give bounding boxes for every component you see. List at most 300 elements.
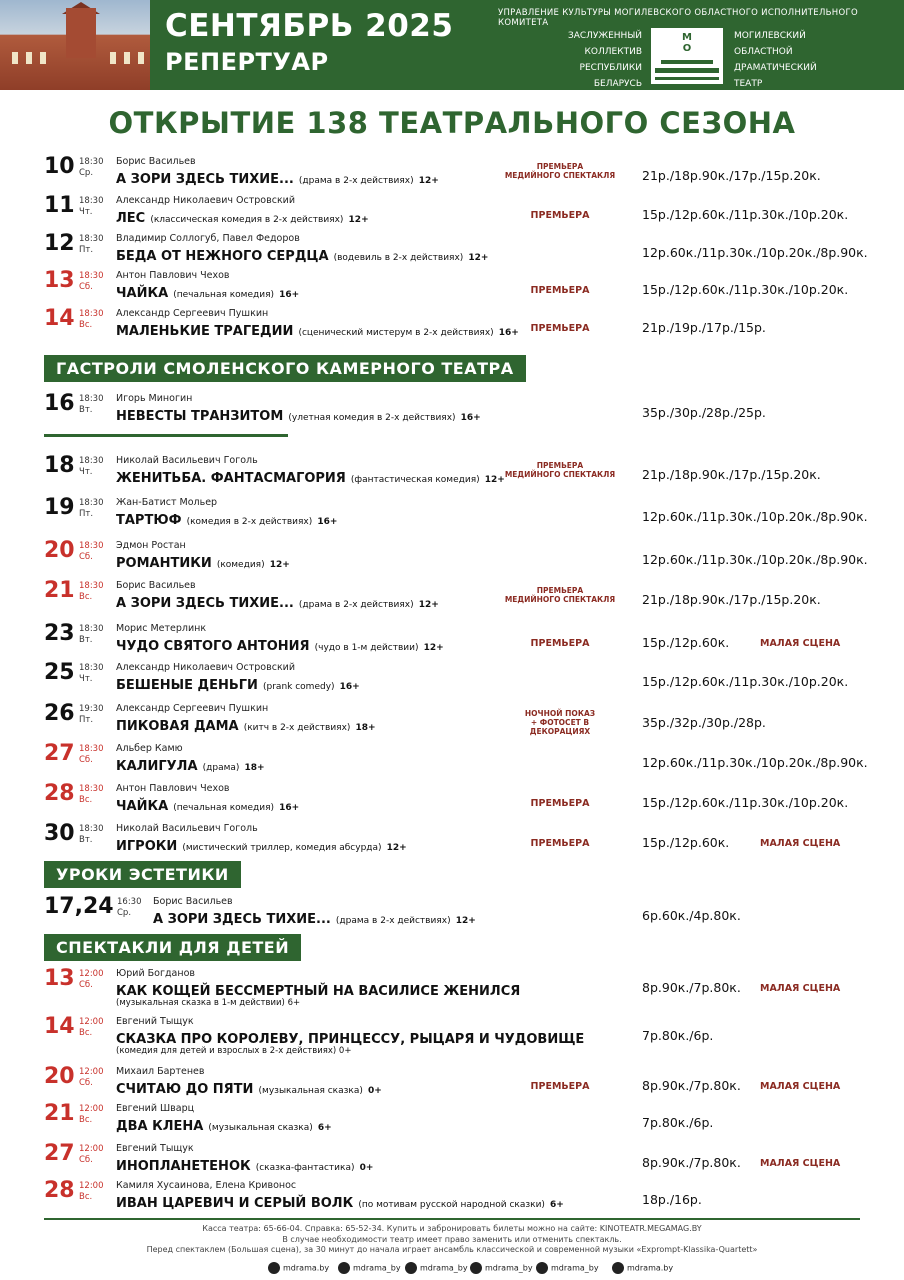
event-row — [0, 1014, 904, 1056]
stage-label: МАЛАЯ СЦЕНА — [760, 1081, 841, 1092]
event-author: Николай Васильевич Гоголь — [116, 823, 258, 834]
event-time-weekday — [79, 541, 104, 563]
event-time-weekday — [79, 1067, 104, 1089]
event-genre: (классическая комедия в 2-х действиях) — [150, 215, 344, 225]
event-title: А ЗОРИ ЗДЕСЬ ТИХИЕ... — [116, 596, 294, 611]
event-row — [0, 662, 904, 698]
event-time-weekday — [79, 663, 104, 685]
event-weekday: Вс. — [79, 1115, 93, 1125]
event-author: Николай Васильевич Гоголь — [116, 455, 258, 466]
event-row — [0, 783, 904, 819]
age-rating: 16+ — [317, 517, 338, 527]
event-author: Александр Николаевич Островский — [116, 195, 296, 206]
event-row — [0, 896, 904, 932]
event-author: Эдмон Ростан — [116, 540, 186, 551]
theatre-photo — [0, 0, 150, 90]
event-time: 18:30 — [79, 157, 104, 167]
age-rating: 16+ — [460, 413, 481, 423]
section-kids: СПЕКТАКЛИ ДЛЯ ДЕТЕЙ — [44, 934, 301, 961]
event-author: Антон Павлович Чехов — [116, 783, 230, 794]
event-row — [0, 580, 904, 616]
event-author: Жан-Батист Мольер — [116, 497, 218, 508]
event-title: РОМАНТИКИ — [116, 556, 212, 571]
event-weekday: Пт. — [79, 509, 94, 519]
event-author: Борис Васильев — [116, 156, 196, 167]
event-weekday: Сб. — [79, 1078, 93, 1088]
event-genre: (водевиль в 2-х действиях) — [333, 253, 464, 263]
event-title-line — [116, 207, 369, 226]
event-row — [0, 1143, 904, 1179]
event-title-line — [116, 245, 488, 264]
event-row — [0, 1180, 904, 1216]
event-time: 18:30 — [79, 663, 104, 673]
event-weekday: Вс. — [79, 1028, 93, 1038]
event-time-weekday — [79, 1144, 104, 1166]
event-time: 18:30 — [79, 234, 104, 244]
ticket-price: 12р.60к./11р.30к./10р.20к./8р.90к. — [642, 245, 868, 260]
event-row — [0, 1103, 904, 1139]
event-time-weekday — [79, 704, 104, 726]
event-weekday: Ср. — [117, 908, 132, 918]
ticket-price: 7р.80к./6р. — [642, 1115, 714, 1130]
event-title-line — [116, 168, 439, 187]
ticket-price: 12р.60к./11р.30к./10р.20к./8р.90к. — [642, 755, 868, 770]
event-author: Камиля Хусаинова, Елена Кривонос — [116, 1180, 297, 1191]
ticket-price: 21р./18р.90к./17р./15р.20к. — [642, 467, 821, 482]
header-left-text: ЗАСЛУЖЕННЫЙ КОЛЛЕКТИВ РЕСПУБЛИКИ БЕЛАРУСЬ — [567, 31, 642, 89]
event-author: Борис Васильев — [153, 896, 233, 907]
event-time: 18:30 — [79, 824, 104, 834]
event-time: 18:30 — [79, 581, 104, 591]
event-genre: (сценический мистерум в 2-х действиях) — [298, 328, 494, 338]
globe-icon — [268, 1262, 280, 1274]
event-author: Александр Николаевич Островский — [116, 662, 296, 673]
age-rating: 18+ — [355, 723, 376, 733]
event-genre: (драма в 2-х действиях) — [335, 916, 451, 926]
event-title-line — [116, 509, 337, 528]
event-genre: (улетная комедия в 2-х действиях) — [288, 413, 456, 423]
event-title-line — [116, 635, 444, 654]
note-line: МЕДИЙНОГО СПЕКТАКЛЯ — [504, 595, 616, 604]
event-title-line — [116, 715, 376, 734]
event-title-line — [153, 908, 476, 927]
event-title: ИГРОКИ — [116, 839, 178, 854]
event-genre: (драма в 2-х действиях) — [298, 600, 414, 610]
event-subtitle: (комедия для детей и взрослых в 2-х действиях) 0+ — [116, 1046, 352, 1056]
event-weekday: Вс. — [79, 1192, 93, 1202]
event-weekday: Ср. — [79, 168, 94, 178]
age-rating: 12+ — [348, 215, 369, 225]
age-rating: 18+ — [244, 763, 265, 773]
event-weekday: Пт. — [79, 715, 94, 725]
ticket-price: 15р./12р.60к. — [642, 835, 730, 850]
event-weekday: Вс. — [79, 592, 93, 602]
footer-line: Перед спектаклем (Большая сцена), за 30 минут до начала играет ансамбль классической и современной музыки «Exprompt-Klassika-Quartett» — [146, 1245, 758, 1254]
event-genre: (китч в 2-х действиях) — [243, 723, 351, 733]
event-weekday: Чт. — [79, 674, 93, 684]
ticket-price: 21р./19р./17р./15р. — [642, 320, 766, 335]
event-time: 12:00 — [79, 1181, 104, 1191]
season-title: ОТКРЫТИЕ 138 ТЕАТРАЛЬНОГО СЕЗОНА — [108, 106, 796, 140]
age-rating: 12+ — [484, 475, 505, 485]
event-weekday: Вт. — [79, 835, 93, 845]
social-facebook[interactable]: mdrama.by — [612, 1262, 673, 1274]
event-day: 30 — [44, 821, 75, 846]
ticket-price: 18р./16р. — [642, 1192, 702, 1207]
age-rating: 16+ — [279, 290, 300, 300]
note-line: ПРЕМЬЕРА — [530, 285, 590, 296]
event-row — [0, 233, 904, 269]
event-time: 18:30 — [79, 196, 104, 206]
stage-label: МАЛАЯ СЦЕНА — [760, 1158, 841, 1169]
event-title-line — [116, 1078, 382, 1097]
event-title-line — [116, 1028, 584, 1047]
age-rating: 0+ — [367, 1086, 382, 1096]
age-rating: 12+ — [468, 253, 489, 263]
event-weekday: Сб. — [79, 980, 93, 990]
vk-icon — [405, 1262, 417, 1274]
event-genre: (чудо в 1-м действии) — [314, 643, 419, 653]
note-line: ПРЕМЬЕРА — [536, 586, 584, 595]
event-author: Евгений Тыщук — [116, 1143, 194, 1154]
event-time-weekday — [79, 624, 104, 646]
ticket-price: 35р./30р./28р./25р. — [642, 405, 766, 420]
event-day: 20 — [44, 1064, 75, 1089]
event-row — [0, 270, 904, 306]
event-title: КАК КОЩЕЙ БЕССМЕРТНЫЙ НА ВАСИЛИСЕ ЖЕНИЛСЯ — [116, 984, 521, 999]
org-name: УПРАВЛЕНИЕ КУЛЬТУРЫ МОГИЛЕВСКОГО ОБЛАСТНОГО ИСПОЛНИТЕЛЬНОГО КОМИТЕТА — [498, 8, 858, 28]
event-title: ИВАН ЦАРЕВИЧ И СЕРЫЙ ВОЛК — [116, 1196, 354, 1211]
event-title: ЧАЙКА — [116, 286, 169, 301]
event-title-line — [116, 795, 299, 814]
event-title: МАЛЕНЬКИЕ ТРАГЕДИИ — [116, 324, 294, 339]
event-time: 12:00 — [79, 1104, 104, 1114]
note-line: ПРЕМЬЕРА — [536, 461, 584, 470]
event-time-weekday — [79, 969, 104, 991]
footer-divider — [44, 1218, 860, 1220]
event-time-weekday — [79, 394, 104, 416]
social-web[interactable]: mdrama.by — [268, 1262, 329, 1274]
event-time: 18:30 — [79, 309, 104, 319]
age-rating: 6+ — [550, 1200, 564, 1210]
event-row — [0, 308, 904, 344]
youtube-icon — [536, 1262, 548, 1274]
header-right-text: МОГИЛЕВСКИЙ ОБЛАСТНОЙ ДРАМАТИЧЕСКИЙ ТЕАТР — [734, 31, 817, 89]
event-row — [0, 1066, 904, 1102]
event-row — [0, 966, 904, 1008]
event-time: 19:30 — [79, 704, 104, 714]
footer-line: В случае необходимости театр имеет право заменить или отменить спектакль. — [282, 1234, 622, 1244]
premiere-note — [500, 798, 620, 809]
stage-label: МАЛАЯ СЦЕНА — [760, 838, 841, 849]
event-title-line — [116, 405, 481, 424]
event-day: 12 — [44, 231, 75, 256]
premiere-note — [500, 210, 620, 221]
event-weekday: Вт. — [79, 405, 93, 415]
event-day: 21 — [44, 578, 75, 603]
event-subtitle: (музыкальная сказка в 1-м действии) 6+ — [116, 998, 301, 1008]
event-author: Юрий Богданов — [116, 968, 195, 979]
age-rating: 0+ — [359, 1163, 374, 1173]
event-genre: (драма в 2-х действиях) — [298, 176, 414, 186]
event-weekday: Вт. — [79, 635, 93, 645]
ticket-price: 7р.80к./6р. — [642, 1028, 714, 1043]
event-title: БЕДА ОТ НЕЖНОГО СЕРДЦА — [116, 249, 329, 264]
ticket-price: 15р./12р.60к./11р.30к./10р.20к. — [642, 282, 849, 297]
ticket-price: 35р./32р./30р./28р. — [642, 715, 766, 730]
event-weekday: Вс. — [79, 795, 93, 805]
event-row — [0, 743, 904, 779]
header — [0, 0, 904, 90]
age-rating: 16+ — [498, 328, 519, 338]
ticket-price: 12р.60к./11р.30к./10р.20к./8р.90к. — [642, 552, 868, 567]
premiere-note — [500, 461, 620, 479]
stage-label: МАЛАЯ СЦЕНА — [760, 983, 841, 994]
note-line: + ФОТОСЕТ В ДЕКОРАЦИЯХ — [529, 718, 591, 736]
note-line: МЕДИЙНОГО СПЕКТАКЛЯ — [504, 470, 616, 479]
event-day: 17,24 — [44, 894, 114, 919]
event-author: Игорь Миногин — [116, 393, 193, 404]
event-day: 14 — [44, 1014, 75, 1039]
event-row — [0, 455, 904, 491]
note-line: МЕДИЙНОГО СПЕКТАКЛЯ — [504, 171, 616, 180]
event-time: 16:30 — [117, 897, 142, 907]
event-row — [0, 703, 904, 739]
event-genre: (печальная комедия) — [173, 290, 274, 300]
event-genre: (комедия) — [216, 560, 265, 570]
event-day: 16 — [44, 391, 75, 416]
social-instagram[interactable]: mdrama_by — [338, 1262, 401, 1274]
event-row — [0, 623, 904, 659]
event-day: 11 — [44, 193, 75, 218]
event-title: СЧИТАЮ ДО ПЯТИ — [116, 1082, 254, 1097]
event-day: 26 — [44, 701, 75, 726]
ticket-price: 8р.90к./7р.80к. — [642, 1155, 741, 1170]
event-time-weekday — [79, 196, 104, 218]
event-row — [0, 156, 904, 192]
event-time-weekday — [79, 1181, 104, 1203]
event-title: ЧАЙКА — [116, 799, 169, 814]
event-title-line — [116, 552, 290, 571]
event-time-weekday — [79, 1104, 104, 1126]
event-time: 12:00 — [79, 1067, 104, 1077]
event-genre: (по мотивам русской народной сказки) — [358, 1200, 545, 1210]
stage-label: МАЛАЯ СЦЕНА — [760, 638, 841, 649]
event-time-weekday — [79, 271, 104, 293]
event-row — [0, 823, 904, 859]
event-title-line — [116, 467, 505, 486]
event-time-weekday — [79, 309, 104, 331]
ticket-price: 15р./12р.60к./11р.30к./10р.20к. — [642, 674, 849, 689]
note-line: ПРЕМЬЕРА — [536, 162, 584, 171]
premiere-note — [500, 323, 620, 334]
page-subtitle: РЕПЕРТУАР — [165, 48, 329, 76]
note-line: ПРЕМЬЕРА — [530, 323, 590, 334]
event-day: 13 — [44, 268, 75, 293]
event-time: 12:00 — [79, 969, 104, 979]
event-time-weekday — [79, 456, 104, 478]
event-weekday: Вс. — [79, 320, 93, 330]
event-day: 28 — [44, 1178, 75, 1203]
age-rating: 12+ — [386, 843, 407, 853]
event-title: ЧУДО СВЯТОГО АНТОНИЯ — [116, 639, 310, 654]
premiere-note — [500, 638, 620, 649]
event-day: 20 — [44, 538, 75, 563]
event-time: 18:30 — [79, 624, 104, 634]
event-day: 19 — [44, 495, 75, 520]
event-weekday: Сб. — [79, 755, 93, 765]
footer-line: Касса театра: 65-66-04. Справка: 65-52-34. Купить и забронировать билеты можно на сайте: KINOTEATR.MEGAMAG.BY — [202, 1224, 702, 1233]
event-title-line — [116, 592, 439, 611]
event-author: Евгений Тыщук — [116, 1016, 194, 1027]
age-rating: 12+ — [418, 600, 439, 610]
age-rating: 6+ — [317, 1123, 332, 1133]
event-title: ИНОПЛАНЕТЕНОК — [116, 1159, 251, 1174]
ticket-price: 15р./12р.60к./11р.30к./10р.20к. — [642, 207, 849, 222]
footer — [0, 1224, 904, 1256]
event-author: Антон Павлович Чехов — [116, 270, 230, 281]
event-time-weekday — [79, 581, 104, 603]
event-title: А ЗОРИ ЗДЕСЬ ТИХИЕ... — [153, 912, 331, 927]
age-rating: 16+ — [339, 682, 360, 692]
event-time: 18:30 — [79, 271, 104, 281]
event-time-weekday — [79, 498, 104, 520]
event-time: 18:30 — [79, 744, 104, 754]
note-line: ПРЕМЬЕРА — [530, 838, 590, 849]
event-title: КАЛИГУЛА — [116, 759, 198, 774]
event-day: 25 — [44, 660, 75, 685]
premiere-note — [500, 162, 620, 180]
event-time-weekday — [79, 824, 104, 846]
event-day: 27 — [44, 741, 75, 766]
event-title-line — [116, 1192, 564, 1211]
note-line: ПРЕМЬЕРА — [530, 210, 590, 221]
event-genre: (сказка-фантастика) — [255, 1163, 355, 1173]
ticket-price: 21р./18р.90к./17р./15р.20к. — [642, 168, 821, 183]
event-weekday: Чт. — [79, 207, 93, 217]
event-weekday: Пт. — [79, 245, 94, 255]
ticket-price: 12р.60к./11р.30к./10р.20к./8р.90к. — [642, 509, 868, 524]
event-title: А ЗОРИ ЗДЕСЬ ТИХИЕ... — [116, 172, 294, 187]
event-day: 21 — [44, 1101, 75, 1126]
ticket-price: 8р.90к./7р.80к. — [642, 980, 741, 995]
event-author: Владимир Соллогуб, Павел Федоров — [116, 233, 300, 244]
event-time-weekday — [79, 1017, 104, 1039]
event-day: 23 — [44, 621, 75, 646]
event-author: Борис Васильев — [116, 580, 196, 591]
event-time-weekday — [79, 157, 104, 179]
event-genre: (драма) — [202, 763, 240, 773]
note-line: ПРЕМЬЕРА — [530, 798, 590, 809]
note-line: ПРЕМЬЕРА — [530, 1081, 590, 1092]
event-weekday: Сб. — [79, 1155, 93, 1165]
event-day: 27 — [44, 1141, 75, 1166]
event-title-line — [116, 282, 299, 301]
event-title-line — [116, 1115, 332, 1134]
event-title-line — [116, 755, 265, 774]
social-youtube[interactable]: mdrama_by — [536, 1262, 599, 1274]
event-author: Александр Сергеевич Пушкин — [116, 308, 269, 319]
event-title-line — [116, 320, 519, 339]
ticket-price: 21р./18р.90к./17р./15р.20к. — [642, 592, 821, 607]
ticket-price: 15р./12р.60к. — [642, 635, 730, 650]
event-title-line — [116, 835, 407, 854]
event-title-line — [116, 1155, 373, 1174]
event-time: 12:00 — [79, 1144, 104, 1154]
event-title: ТАРТЮФ — [116, 513, 182, 528]
age-rating: 12+ — [418, 176, 439, 186]
event-time-weekday — [79, 234, 104, 256]
event-genre: (комедия в 2-х действиях) — [186, 517, 313, 527]
event-time: 18:30 — [79, 394, 104, 404]
event-author: Евгений Шварц — [116, 1103, 195, 1114]
event-day: 10 — [44, 154, 75, 179]
event-genre: (печальная комедия) — [173, 803, 274, 813]
event-time-weekday — [117, 897, 142, 919]
section-lessons: УРОКИ ЭСТЕТИКИ — [44, 861, 241, 888]
event-title: ПИКОВАЯ ДАМА — [116, 719, 239, 734]
theatre-logo: М О — [651, 28, 723, 84]
event-time: 18:30 — [79, 541, 104, 551]
premiere-note — [500, 1081, 620, 1092]
event-day: 28 — [44, 781, 75, 806]
age-rating: 16+ — [279, 803, 300, 813]
event-author: Альбер Камю — [116, 743, 183, 754]
event-time: 18:30 — [79, 456, 104, 466]
page-title: СЕНТЯБРЬ 2025 — [165, 8, 454, 44]
event-genre: (prank comedy) — [263, 682, 335, 692]
event-title-line — [116, 674, 360, 693]
social-telegram[interactable]: mdrama_by — [470, 1262, 533, 1274]
ticket-price: 8р.90к./7р.80к. — [642, 1078, 741, 1093]
ticket-price: 15р./12р.60к./11р.30к./10р.20к. — [642, 795, 849, 810]
note-line: ПРЕМЬЕРА — [530, 638, 590, 649]
event-title: ЖЕНИТЬБА. ФАНТАСМАГОРИЯ — [116, 471, 346, 486]
event-row — [0, 540, 904, 576]
premiere-note — [500, 709, 620, 736]
event-time: 12:00 — [79, 1017, 104, 1027]
event-time-weekday — [79, 744, 104, 766]
event-title: БЕШЕНЫЕ ДЕНЬГИ — [116, 678, 258, 693]
event-title: ЛЕС — [116, 211, 146, 226]
event-genre: (музыкальная сказка) — [258, 1086, 363, 1096]
premiere-note — [500, 586, 620, 604]
event-author: Александр Сергеевич Пушкин — [116, 703, 269, 714]
event-day: 13 — [44, 966, 75, 991]
age-rating: 12+ — [423, 643, 444, 653]
event-day: 14 — [44, 306, 75, 331]
event-genre: (мистический триллер, комедия абсурда) — [182, 843, 382, 853]
event-author: Морис Метерлинк — [116, 623, 207, 634]
event-weekday: Сб. — [79, 282, 93, 292]
telegram-icon — [470, 1262, 482, 1274]
event-title: ДВА КЛЕНА — [116, 1119, 204, 1134]
divider — [44, 434, 288, 437]
note-line: НОЧНОЙ ПОКАЗ — [524, 709, 596, 718]
event-time-weekday — [79, 784, 104, 806]
event-row — [0, 393, 904, 429]
premiere-note — [500, 285, 620, 296]
event-time: 18:30 — [79, 498, 104, 508]
social-vk[interactable]: mdrama_by — [405, 1262, 468, 1274]
premiere-note — [500, 838, 620, 849]
instagram-icon — [338, 1262, 350, 1274]
facebook-icon — [612, 1262, 624, 1274]
event-title: СКАЗКА ПРО КОРОЛЕВУ, ПРИНЦЕССУ, РЫЦАРЯ И ЧУДОВИЩЕ — [116, 1032, 585, 1047]
event-row — [0, 497, 904, 533]
event-title: НЕВЕСТЫ ТРАНЗИТОМ — [116, 409, 284, 424]
event-weekday: Чт. — [79, 467, 93, 477]
